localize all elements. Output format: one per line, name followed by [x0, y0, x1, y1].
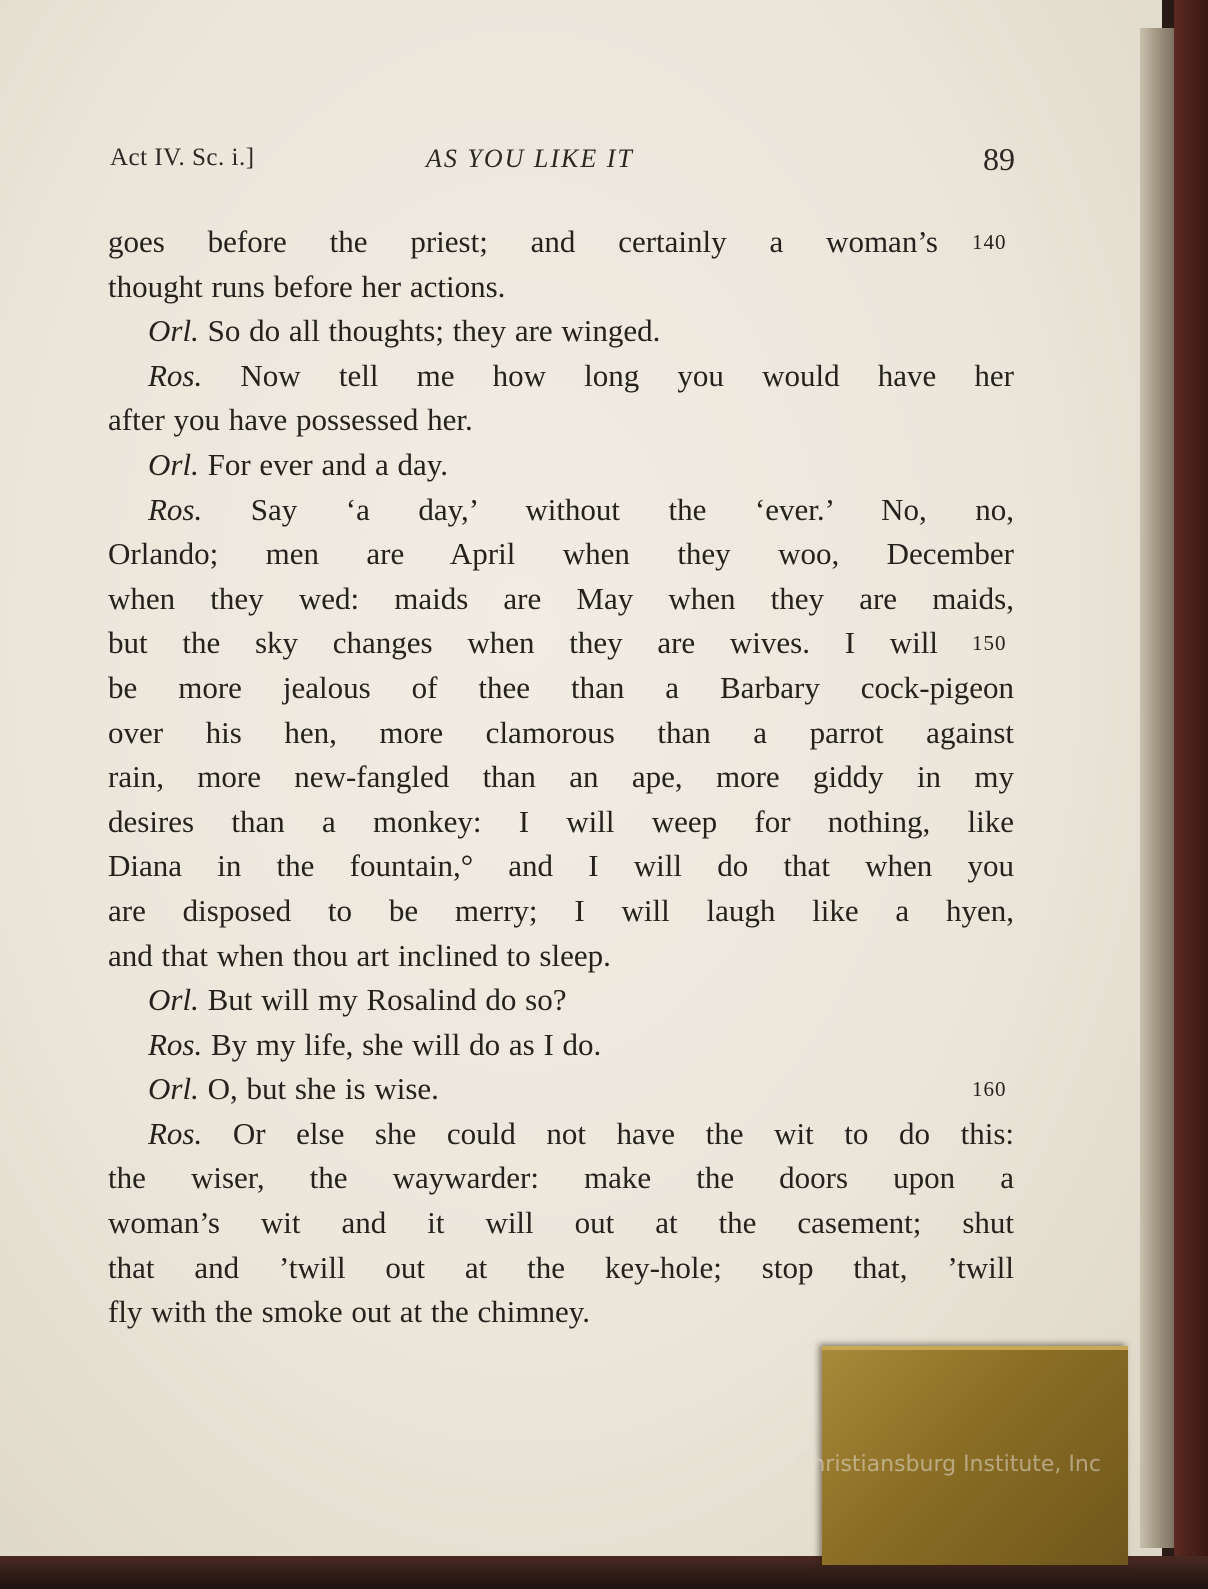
line-number: 140: [972, 230, 1007, 254]
text-line: [108, 1067, 1007, 1112]
text-line: [108, 1290, 1014, 1335]
text-line: [108, 666, 1014, 711]
running-title: AS YOU LIKE IT: [426, 144, 634, 173]
text-line: [108, 220, 1007, 265]
text-line: [108, 1201, 1014, 1246]
act-scene-label: Act IV. Sc. i.]: [110, 144, 255, 171]
line-text: For ever and a day.: [207, 446, 448, 482]
text-line: [108, 1023, 1014, 1068]
line-text: By my life, she will do as I do.: [211, 1026, 602, 1062]
speaker-name: Orl.: [148, 982, 199, 1018]
page-edge: [1140, 28, 1174, 1548]
line-number: 150: [972, 631, 1007, 656]
text-line: [108, 532, 1014, 577]
line-text: and that when thou art inclined to sleep.: [108, 937, 611, 973]
watermark: Christiansburg Institute, Inc: [796, 1452, 1101, 1477]
line-text: but the sky changes when they are wives. I will: [108, 625, 938, 661]
text-line: [108, 1156, 1014, 1201]
line-text: when they wed: maids are May when they are maids,: [108, 580, 1014, 616]
text-line: [108, 354, 1014, 399]
book-cover-edge: [1174, 0, 1208, 1589]
line-text: that and ’twill out at the key-hole; stop that, ’twill: [108, 1249, 1014, 1285]
text-line: [108, 934, 1014, 979]
speaker-name: Ros.: [148, 357, 203, 393]
text-line: [108, 978, 1014, 1023]
speaker-name: Ros.: [148, 1026, 203, 1062]
line-text: desires than a monkey: I will weep for nothing, like: [108, 803, 1014, 839]
line-text: Or else she could not have the wit to do this:: [232, 1115, 1014, 1151]
line-text: Diana in the fountain,° and I will do that when you: [108, 848, 1014, 884]
text-line: [108, 800, 1014, 845]
speaker-name: Orl.: [148, 313, 199, 349]
speaker-name: Ros.: [148, 1115, 203, 1151]
line-text: over his hen, more clamorous than a parrot against: [108, 714, 1014, 750]
text-line: [108, 755, 1014, 800]
line-text: But will my Rosalind do so?: [207, 982, 567, 1018]
text-line: [108, 398, 1014, 443]
line-text: fly with the smoke out at the chimney.: [108, 1294, 590, 1330]
line-text: after you have possessed her.: [108, 402, 473, 438]
text-line: [108, 711, 1014, 756]
line-text: O, but she is wise.: [207, 1071, 439, 1107]
line-text: thought runs before her actions.: [108, 268, 506, 304]
text-line: [108, 488, 1014, 533]
line-number: 160: [972, 1077, 1007, 1102]
speaker-name: Orl.: [148, 1071, 199, 1107]
line-text: goes before the priest; and certainly a woman’s: [108, 224, 938, 259]
line-text: rain, more new-fangled than an ape, more giddy in my: [108, 759, 1014, 795]
line-text: Orlando; men are April when they woo, December: [108, 536, 1014, 572]
line-text: be more jealous of thee than a Barbary cock-pigeon: [108, 669, 1014, 705]
speaker-name: Ros.: [148, 491, 203, 527]
text-line: [108, 1112, 1014, 1157]
text-line: [108, 577, 1014, 622]
text-line: [108, 889, 1014, 934]
line-text: So do all thoughts; they are winged.: [207, 313, 661, 349]
text-line: [108, 443, 1014, 488]
line-text: Say ‘a day,’ without the ‘ever.’ No, no,: [250, 491, 1014, 527]
text-line: [108, 1246, 1014, 1291]
line-text: the wiser, the waywarder: make the doors upon a: [108, 1160, 1014, 1196]
speaker-name: Orl.: [148, 446, 199, 482]
text-line: [108, 844, 1014, 889]
page-number: 89: [983, 141, 1015, 177]
line-text: woman’s wit and it will out at the casement; shut: [108, 1205, 1014, 1241]
line-text: are disposed to be merry; I will laugh like a hyen,: [108, 892, 1014, 928]
text-line: [108, 309, 1014, 354]
text-line: [108, 621, 1007, 666]
running-header: [110, 141, 1015, 184]
play-text: [108, 220, 1014, 1335]
line-text: Now tell me how long you would have her: [240, 357, 1014, 393]
text-line: [108, 265, 1014, 310]
